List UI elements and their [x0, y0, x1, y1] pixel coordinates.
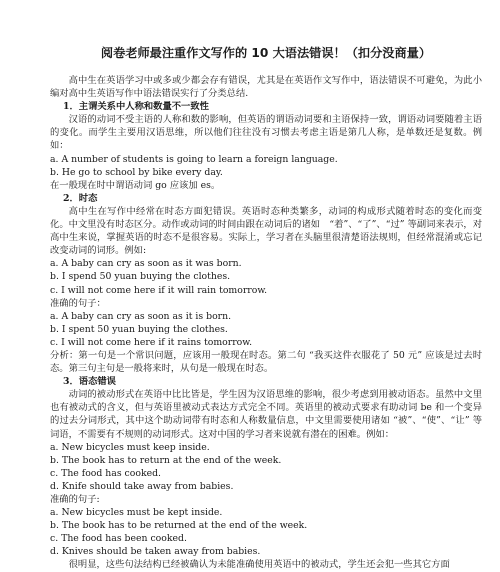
example-line: c. The food has been cooked. [50, 533, 187, 545]
example-line: d. Knives should be taken away from babies. [50, 546, 261, 558]
section-paragraph: 汉语的动词不受主语的人称和数的影响，但英语的谓语动词要和主语保持一致，谓语动词要随着主语的变化。而学生主要用汉语思维，所以他们往往没有习惯去考虑主语是第几人称，是单数还是复数。例如： [50, 114, 482, 152]
example-line: a. A number of students is going to learn a foreign language. [50, 153, 338, 165]
example-line: b. I spend 50 yuan buying the clothes. [50, 271, 231, 283]
section-heading: 1．主谓关系中人称和数量不一致性 [63, 101, 209, 113]
correct-label: 准确的句子: [50, 494, 100, 505]
section-paragraph: 动词的被动形式在英语中比比皆是，学生因为汉语思维的影响，很少考虑到用被动语态。虽然中文里也有被动式的含义，但与英语里被动式表达方式完全不同。英语里的被动式要求有助动词 be 和一个变异的过去分词形式，其中这个助动词带有时态和人称数量信息，中文里需要使用诸如 “被”、“使”、“让” 等词语，不需要有不规则的动词形式。这对中国的学习者来说就有潜在的困难。例如： [50, 389, 482, 440]
example-line: b. The book has to return at the end of the week. [50, 454, 282, 466]
example-line: b. The book has to be returned at the end of the week. [50, 520, 308, 532]
example-line: c. I will not come here if it rains tomorrow. [50, 336, 253, 348]
example-line: a. New bicycles must be kept inside. [50, 507, 223, 519]
example-line: c. I will not come here if it will rain tomorrow. [50, 284, 268, 296]
example-line: b. I spent 50 yuan buying the clothes. [50, 323, 228, 335]
example-line: c. The food has cooked. [50, 467, 162, 479]
example-line: a. A baby can cry as soon as it is born. [50, 310, 232, 322]
note-line: 在一般现在时中谓语动词 go 应该加 es。 [50, 179, 221, 191]
example-line: a. A baby can cry as soon as it was born. [50, 258, 242, 270]
example-line: d. Knife should take away from babies. [50, 480, 234, 492]
correct-label: 准确的句子： [50, 297, 106, 309]
closing-paragraph: 很明显，这些句法结构已经被确认为未能准确使用英语中的被动式，学生还会犯一些其它方面 [68, 559, 450, 571]
section-heading: 3．语态错误 [63, 376, 116, 388]
intro-paragraph: 高中生在英语学习中或多或少都会存有错误，尤其是在英语作文写作中，语法错误不可避免，为此小编对高中生英语写作中语法错误实行了分类总结. [50, 75, 482, 100]
example-line: b. He go to school by bike every day. [50, 166, 223, 178]
section-paragraph: 高中生在写作中经常在时态方面犯错误。英语时态种类繁多，动词的构成形式随着时态的变化而变化。中文里没有时态区分。动作或动词的时间由跟在动词后的诸如 “着”、“了”、“过” 等副词来表示，对高中生来说，掌握英语的时态不是很容易。实际上，学习者在头脑里很清楚语法规则，但经常混淆或忘记改变动词的词形。例如: [50, 205, 482, 257]
document-title: 阅卷老师最注重作文写作的 10 大语法错误！（扣分没商量） [100, 46, 432, 60]
section-heading: 2．时态 [63, 192, 98, 204]
example-line: a. New bicycles must keep inside. [50, 441, 210, 453]
analysis-paragraph: 分析：第一句是一个常识问题，应该用一般现在时态。第二句 “我买这件衣服花了 50 元” 应该是过去时态。第三句主句是一般将来时，从句是一般现在时态。 [50, 349, 482, 375]
